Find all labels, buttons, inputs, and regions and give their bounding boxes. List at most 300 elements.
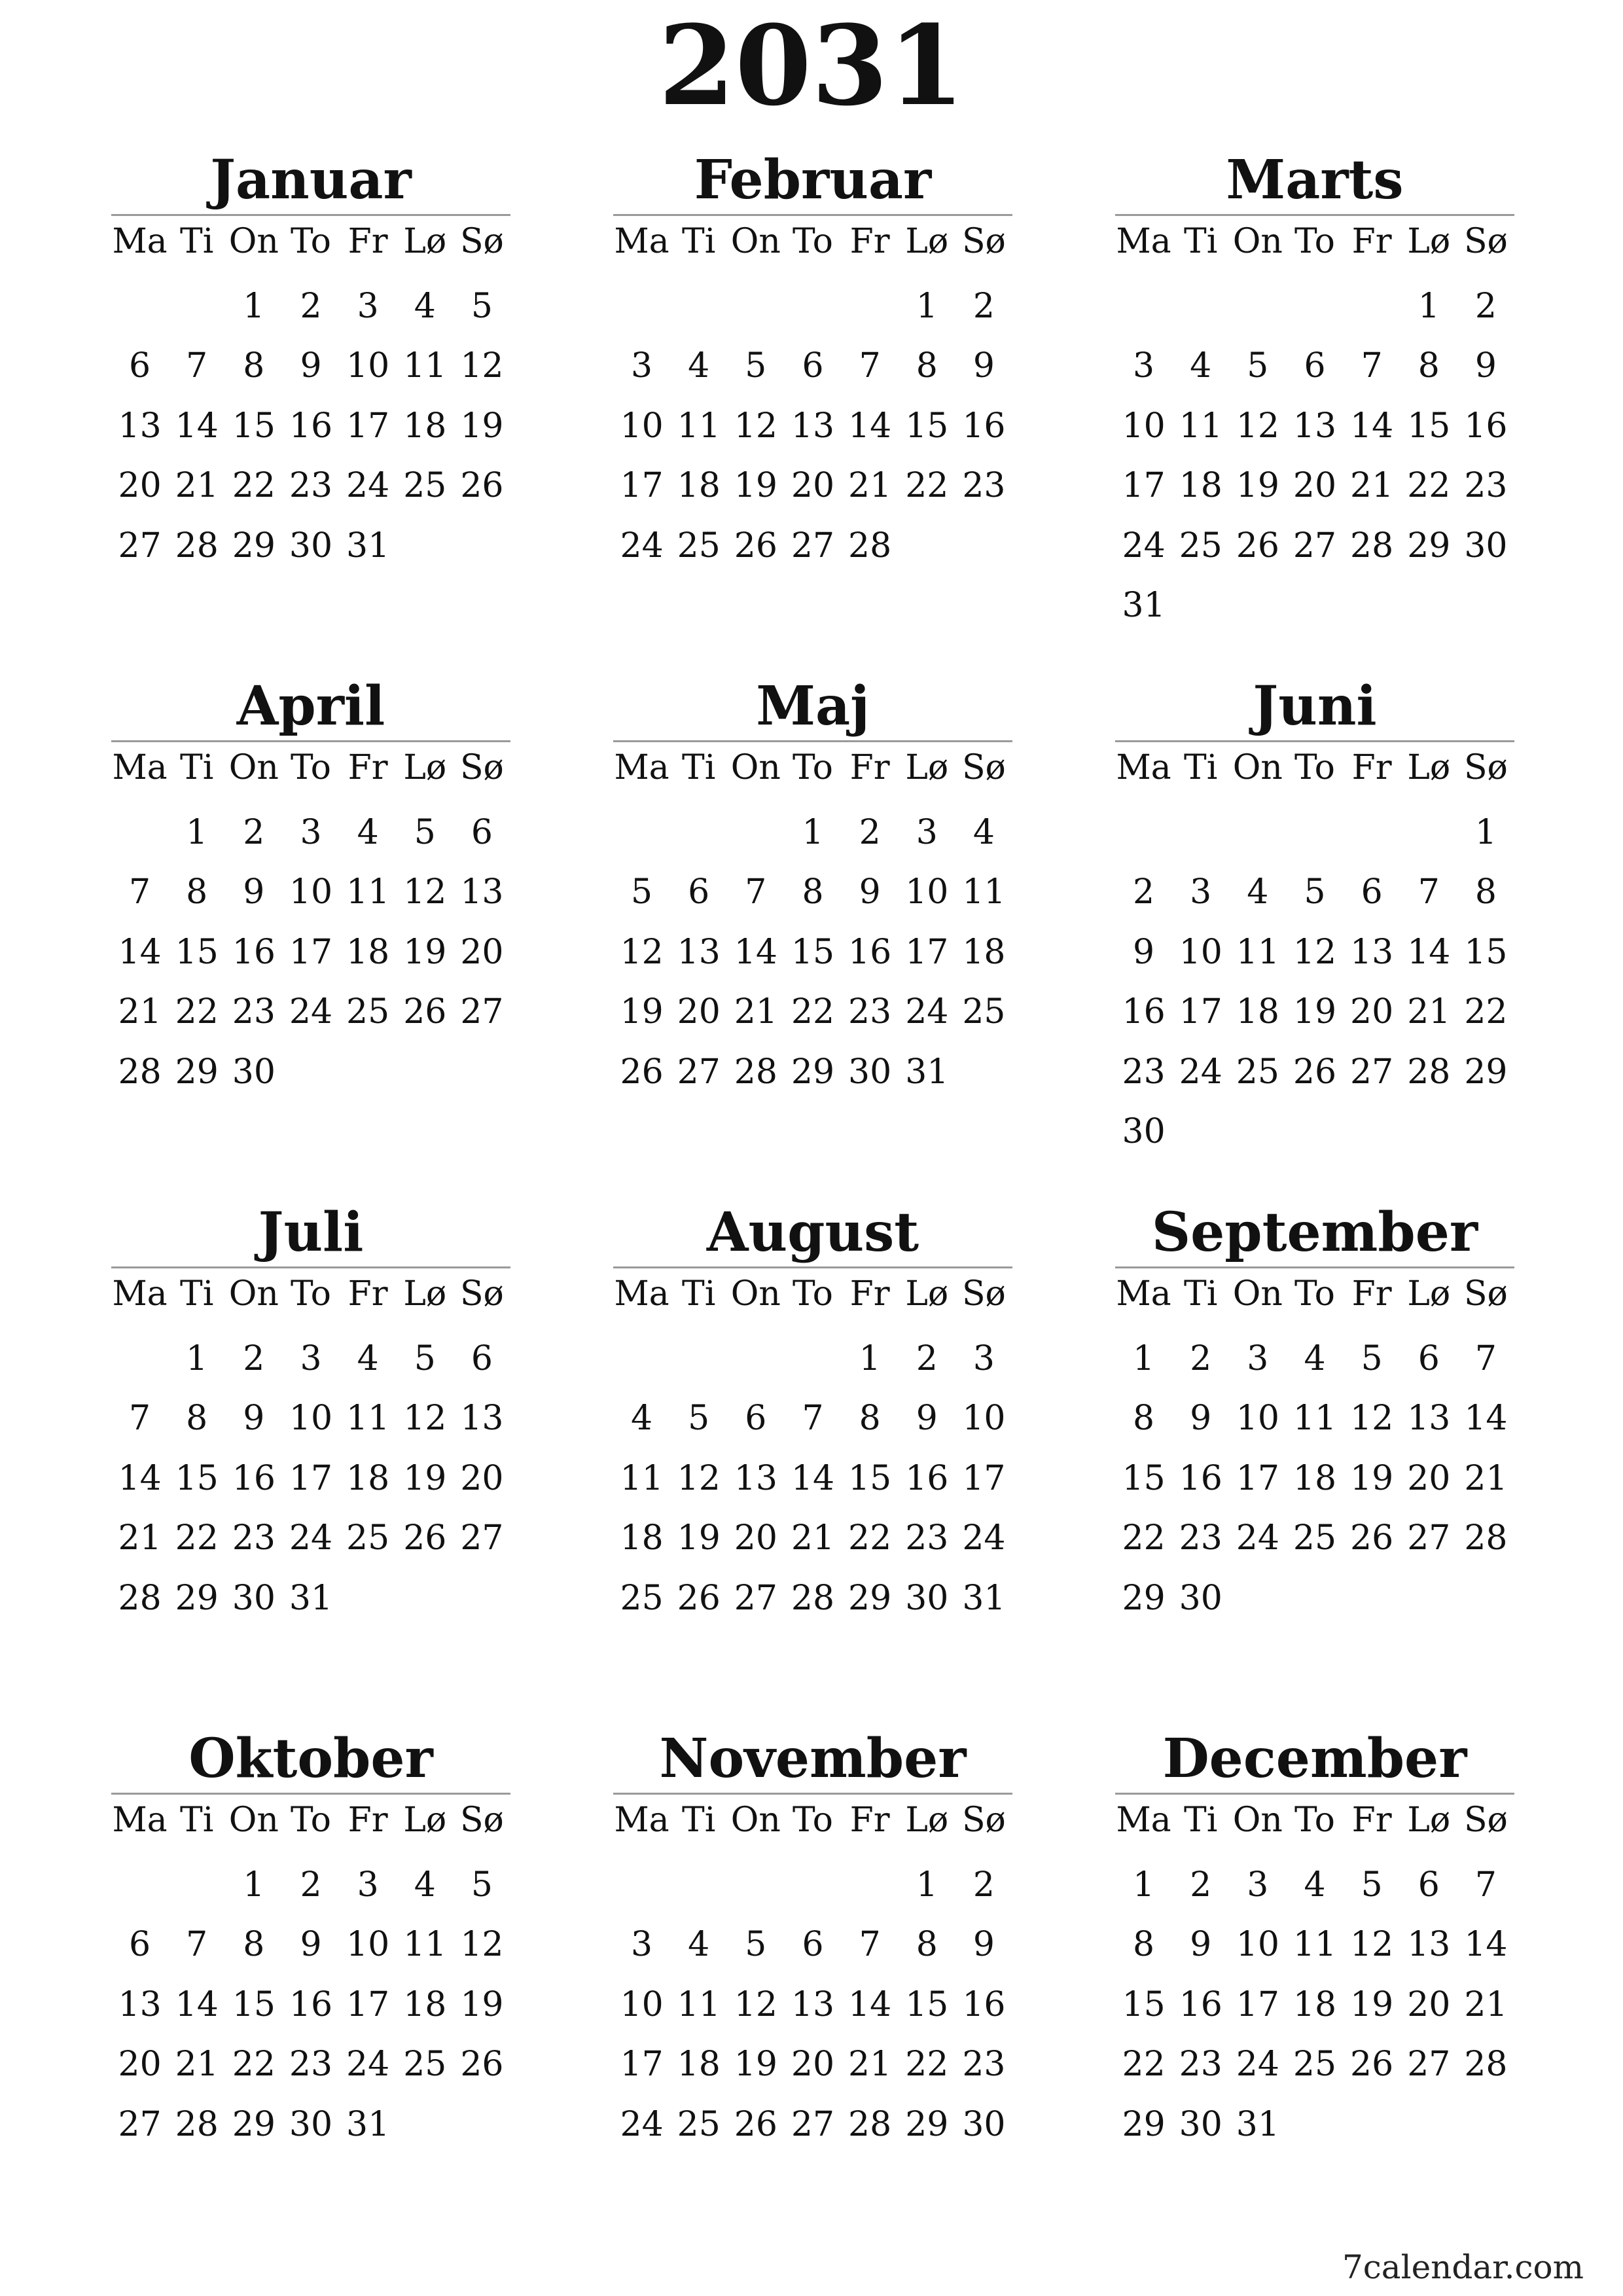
- day-cell: 24: [905, 992, 949, 1032]
- day-cell: 15: [175, 1458, 219, 1498]
- day-cell: 21: [734, 992, 777, 1032]
- weekday-label: On: [1232, 1801, 1283, 1840]
- day-cell: 8: [1133, 1925, 1155, 1965]
- day-cell: 22: [1122, 2045, 1166, 2085]
- week-row: [1115, 1329, 1514, 1389]
- day-cell: 28: [118, 1052, 162, 1092]
- weekday-label: On: [228, 1274, 279, 1314]
- weekday-label: Fr: [1351, 1274, 1392, 1314]
- day-cell: 19: [1236, 466, 1279, 506]
- day-cell: 19: [460, 406, 504, 446]
- month-name: April: [236, 675, 385, 738]
- day-cell: 2: [1190, 1865, 1212, 1905]
- day-cell: 26: [1236, 526, 1279, 565]
- day-cell: 14: [1464, 1925, 1508, 1965]
- day-cell: 17: [905, 932, 949, 972]
- day-cell: 1: [1133, 1865, 1155, 1905]
- day-cell: 3: [916, 812, 938, 852]
- day-cell: 16: [1464, 406, 1508, 446]
- day-cell: 23: [289, 466, 333, 506]
- weekday-label: Sø: [459, 748, 504, 787]
- day-cell: 20: [118, 466, 162, 506]
- day-cell: 20: [460, 932, 504, 972]
- day-cell: 11: [403, 1925, 447, 1965]
- day-cell: 28: [1407, 1052, 1451, 1092]
- day-cell: 30: [848, 1052, 892, 1092]
- week-row: [1115, 1509, 1514, 1569]
- weekday-label: On: [228, 748, 279, 787]
- day-cell: 27: [118, 526, 162, 565]
- day-cell: 12: [1350, 1925, 1394, 1965]
- day-cell: 24: [1236, 1518, 1279, 1558]
- weekday-label: Sø: [459, 1801, 504, 1840]
- weekday-label: Fr: [1351, 1801, 1392, 1840]
- week-row: [1115, 1102, 1514, 1162]
- day-cell: 23: [1122, 1052, 1166, 1092]
- day-cell: 12: [734, 406, 777, 446]
- day-cell: 16: [1179, 1458, 1222, 1498]
- day-cell: 29: [848, 1578, 892, 1618]
- week-row: [111, 1448, 510, 1509]
- day-cell: 27: [677, 1052, 721, 1092]
- day-cell: 30: [905, 1578, 949, 1618]
- day-cell: 16: [1179, 1984, 1222, 2024]
- day-cell: 15: [175, 932, 219, 972]
- weekday-label: Fr: [849, 1274, 890, 1314]
- weekday-header: [111, 1795, 510, 1846]
- weekday-label: Sø: [961, 222, 1006, 261]
- day-cell: 5: [1361, 1865, 1383, 1905]
- day-cell: 6: [1418, 1338, 1440, 1378]
- day-cell: 25: [677, 526, 721, 565]
- day-cell: 20: [1293, 466, 1337, 506]
- day-cell: 14: [791, 1458, 835, 1498]
- day-cell: 28: [1464, 2045, 1508, 2085]
- weekday-header: [111, 742, 510, 793]
- weekday-label: Sø: [459, 222, 504, 261]
- day-cell: 23: [848, 992, 892, 1032]
- day-cell: 18: [962, 932, 1006, 972]
- weekday-label: Ma: [614, 222, 669, 261]
- day-cell: 20: [1407, 1984, 1451, 2024]
- day-cell: 30: [232, 1052, 276, 1092]
- day-cell: 31: [962, 1578, 1006, 1618]
- week-row: [1115, 576, 1514, 636]
- day-cell: 2: [243, 812, 265, 852]
- day-cell: 10: [346, 346, 390, 386]
- day-cell: 26: [620, 1052, 664, 1092]
- day-cell: 15: [1122, 1984, 1166, 2024]
- day-cell: 12: [403, 1399, 447, 1439]
- day-cell: 19: [403, 932, 447, 972]
- weekday-label: Lø: [905, 222, 949, 261]
- day-cell: 31: [346, 2104, 390, 2144]
- week-row: [613, 1915, 1012, 1975]
- weekday-label: Ma: [112, 1801, 168, 1840]
- week-row: [111, 922, 510, 982]
- day-cell: 10: [289, 1399, 333, 1439]
- weekday-label: Ma: [1116, 222, 1171, 261]
- day-cell: 29: [175, 1052, 219, 1092]
- day-cell: 11: [677, 1984, 721, 2024]
- day-cell: 12: [734, 1984, 777, 2024]
- day-cell: 9: [1190, 1399, 1212, 1439]
- day-cell: 14: [118, 1458, 162, 1498]
- day-cell: 24: [289, 992, 333, 1032]
- weekday-label: Lø: [905, 1274, 949, 1314]
- week-row: [613, 922, 1012, 982]
- day-cell: 9: [300, 1925, 322, 1965]
- weekday-label: Ti: [1184, 1801, 1218, 1840]
- week-row: [613, 336, 1012, 397]
- day-cell: 14: [118, 932, 162, 972]
- day-cell: 28: [1464, 1518, 1508, 1558]
- week-row: [1115, 396, 1514, 456]
- week-row: [1115, 456, 1514, 516]
- day-cell: 27: [1407, 1518, 1451, 1558]
- week-row: [111, 1915, 510, 1975]
- week-row: [613, 802, 1012, 863]
- weekday-label: On: [730, 1274, 781, 1314]
- weekday-label: Ti: [1184, 1274, 1218, 1314]
- weekday-header: [1115, 1268, 1514, 1319]
- week-row: [1115, 276, 1514, 336]
- week-row: [111, 1975, 510, 2035]
- day-cell: 14: [175, 406, 219, 446]
- day-cell: 25: [620, 1578, 664, 1618]
- day-cell: 15: [232, 1984, 276, 2024]
- month-name: September: [1151, 1201, 1478, 1264]
- day-cell: 20: [791, 466, 835, 506]
- weekday-label: Sø: [1463, 1274, 1508, 1314]
- day-cell: 3: [300, 1338, 322, 1378]
- week-row: [613, 1509, 1012, 1569]
- day-cell: 26: [734, 2104, 777, 2144]
- week-row: [613, 1855, 1012, 1915]
- day-cell: 1: [186, 1338, 208, 1378]
- day-cell: 22: [175, 992, 219, 1032]
- day-cell: 5: [1361, 1338, 1383, 1378]
- day-cell: 30: [1464, 526, 1508, 565]
- weekday-label: On: [1232, 748, 1283, 787]
- site-credit: 7calendar.com: [1342, 2248, 1584, 2286]
- day-cell: 16: [232, 932, 276, 972]
- weekday-label: Fr: [348, 1274, 388, 1314]
- day-cell: 17: [346, 406, 390, 446]
- day-cell: 7: [186, 346, 208, 386]
- day-cell: 9: [1190, 1925, 1212, 1965]
- day-cell: 6: [1304, 346, 1326, 386]
- day-cell: 25: [403, 466, 447, 506]
- week-row: [1115, 1448, 1514, 1509]
- day-cell: 11: [346, 1399, 390, 1439]
- day-cell: 22: [791, 992, 835, 1032]
- day-cell: 8: [243, 346, 265, 386]
- week-row: [613, 1568, 1012, 1628]
- day-cell: 12: [403, 872, 447, 912]
- day-cell: 11: [1179, 406, 1222, 446]
- weekday-label: Lø: [403, 748, 447, 787]
- week-row: [1115, 1042, 1514, 1102]
- day-cell: 2: [300, 286, 322, 326]
- day-cell: 26: [403, 992, 447, 1032]
- day-cell: 23: [1179, 1518, 1222, 1558]
- day-cell: 6: [802, 346, 824, 386]
- day-cell: 13: [1407, 1925, 1451, 1965]
- day-cell: 31: [1236, 2104, 1279, 2144]
- day-cell: 27: [460, 992, 504, 1032]
- day-cell: 28: [848, 526, 892, 565]
- weekday-header: [1115, 742, 1514, 793]
- week-row: [111, 2094, 510, 2155]
- day-cell: 18: [1179, 466, 1222, 506]
- day-cell: 24: [962, 1518, 1006, 1558]
- day-cell: 21: [1464, 1458, 1508, 1498]
- month-name: Juli: [258, 1201, 364, 1264]
- weekday-label: To: [1294, 222, 1335, 261]
- month-name: Oktober: [188, 1727, 433, 1790]
- month-name: Maj: [756, 675, 870, 738]
- week-row: [111, 1509, 510, 1569]
- day-cell: 17: [620, 2045, 664, 2085]
- week-row: [111, 863, 510, 923]
- day-cell: 28: [848, 2104, 892, 2144]
- day-cell: 19: [1293, 992, 1337, 1032]
- day-cell: 7: [1474, 1865, 1497, 1905]
- day-cell: 4: [357, 1338, 379, 1378]
- day-cell: 21: [1407, 992, 1451, 1032]
- weekday-label: To: [291, 1274, 331, 1314]
- day-cell: 29: [232, 526, 276, 565]
- week-row: [1115, 516, 1514, 576]
- day-cell: 5: [1247, 346, 1269, 386]
- day-cell: 18: [677, 2045, 721, 2085]
- day-cell: 19: [460, 1984, 504, 2024]
- day-cell: 16: [962, 1984, 1006, 2024]
- weekday-label: Fr: [849, 748, 890, 787]
- year-title: 2031: [658, 1, 965, 130]
- day-cell: 6: [471, 812, 493, 852]
- day-cell: 1: [186, 812, 208, 852]
- day-cell: 19: [1350, 1458, 1394, 1498]
- day-cell: 24: [346, 466, 390, 506]
- day-cell: 22: [905, 2045, 949, 2085]
- weekday-label: To: [1294, 1274, 1335, 1314]
- weekday-header: [111, 216, 510, 267]
- day-cell: 7: [129, 1399, 151, 1439]
- weekday-label: Fr: [348, 222, 388, 261]
- day-cell: 4: [631, 1399, 653, 1439]
- day-cell: 27: [1350, 1052, 1394, 1092]
- day-cell: 23: [1179, 2045, 1222, 2085]
- day-cell: 3: [357, 1865, 379, 1905]
- week-row: [613, 2035, 1012, 2095]
- day-cell: 17: [1236, 1984, 1279, 2024]
- day-cell: 21: [791, 1518, 835, 1558]
- weekday-label: To: [1294, 748, 1335, 787]
- day-cell: 12: [620, 932, 664, 972]
- week-row: [1115, 1568, 1514, 1628]
- day-cell: 5: [745, 1925, 767, 1965]
- weekday-label: To: [291, 748, 331, 787]
- day-cell: 24: [620, 526, 664, 565]
- day-cell: 13: [118, 1984, 162, 2024]
- day-cell: 16: [905, 1458, 949, 1498]
- day-cell: 12: [1236, 406, 1279, 446]
- day-cell: 27: [791, 526, 835, 565]
- day-cell: 13: [1350, 932, 1394, 972]
- day-cell: 13: [460, 872, 504, 912]
- day-cell: 26: [734, 526, 777, 565]
- day-cell: 23: [289, 2045, 333, 2085]
- day-cell: 29: [1464, 1052, 1508, 1092]
- day-cell: 15: [905, 1984, 949, 2024]
- month-name: November: [659, 1727, 967, 1790]
- weekday-label: Ma: [1116, 1274, 1171, 1314]
- week-row: [613, 2094, 1012, 2155]
- day-cell: 24: [346, 2045, 390, 2085]
- day-cell: 28: [175, 526, 219, 565]
- day-cell: 18: [346, 932, 390, 972]
- weekday-label: Lø: [403, 1801, 447, 1840]
- day-cell: 31: [1122, 586, 1166, 626]
- day-cell: 9: [859, 872, 881, 912]
- day-cell: 30: [1179, 2104, 1222, 2144]
- day-cell: 23: [232, 992, 276, 1032]
- day-cell: 12: [677, 1458, 721, 1498]
- day-cell: 8: [186, 1399, 208, 1439]
- day-cell: 16: [289, 406, 333, 446]
- day-cell: 13: [118, 406, 162, 446]
- day-cell: 11: [620, 1458, 664, 1498]
- day-cell: 2: [1190, 1338, 1212, 1378]
- day-cell: 4: [1304, 1865, 1326, 1905]
- month-name: Juni: [1253, 675, 1377, 738]
- weekday-label: Lø: [1407, 748, 1451, 787]
- day-cell: 1: [1474, 812, 1497, 852]
- day-cell: 18: [620, 1518, 664, 1558]
- day-cell: 2: [1474, 286, 1497, 326]
- day-cell: 12: [460, 346, 504, 386]
- day-cell: 21: [1464, 1984, 1508, 2024]
- day-cell: 22: [175, 1518, 219, 1558]
- day-cell: 8: [1474, 872, 1497, 912]
- day-cell: 5: [745, 346, 767, 386]
- weekday-label: Fr: [348, 1801, 388, 1840]
- day-cell: 10: [620, 1984, 664, 2024]
- month-name: Februar: [694, 149, 932, 211]
- week-row: [1115, 1975, 1514, 2035]
- day-cell: 28: [118, 1578, 162, 1618]
- day-cell: 10: [620, 406, 664, 446]
- day-cell: 4: [414, 286, 436, 326]
- day-cell: 30: [1122, 1112, 1166, 1152]
- day-cell: 27: [791, 2104, 835, 2144]
- weekday-label: To: [793, 1274, 833, 1314]
- day-cell: 5: [471, 286, 493, 326]
- month-april: [111, 657, 510, 1102]
- week-row: [1115, 802, 1514, 863]
- week-row: [1115, 982, 1514, 1043]
- month-august: [613, 1183, 1012, 1628]
- day-cell: 17: [289, 1458, 333, 1498]
- day-cell: 1: [859, 1338, 881, 1378]
- weekday-label: Ti: [1184, 222, 1218, 261]
- week-row: [111, 516, 510, 576]
- day-cell: 2: [1133, 872, 1155, 912]
- day-cell: 6: [129, 346, 151, 386]
- day-cell: 23: [962, 466, 1006, 506]
- week-row: [1115, 922, 1514, 982]
- weekday-label: Ma: [614, 1801, 669, 1840]
- day-cell: 9: [1474, 346, 1497, 386]
- month-november: [613, 1710, 1012, 2155]
- day-cell: 17: [1122, 466, 1166, 506]
- day-cell: 15: [791, 932, 835, 972]
- day-cell: 13: [677, 932, 721, 972]
- day-cell: 11: [677, 406, 721, 446]
- weekday-label: Ti: [180, 1274, 214, 1314]
- weekday-label: Ma: [614, 1274, 669, 1314]
- day-cell: 28: [791, 1578, 835, 1618]
- day-cell: 7: [129, 872, 151, 912]
- day-cell: 2: [972, 286, 995, 326]
- weekday-label: On: [730, 1801, 781, 1840]
- day-cell: 25: [1293, 2045, 1337, 2085]
- day-cell: 30: [232, 1578, 276, 1618]
- weekday-label: Ti: [682, 1801, 716, 1840]
- weekday-label: On: [730, 748, 781, 787]
- day-cell: 26: [460, 466, 504, 506]
- day-cell: 22: [232, 2045, 276, 2085]
- day-cell: 2: [300, 1865, 322, 1905]
- week-row: [1115, 1855, 1514, 1915]
- day-cell: 13: [1293, 406, 1337, 446]
- day-cell: 30: [962, 2104, 1006, 2144]
- weekday-header: [613, 216, 1012, 267]
- weekday-label: Sø: [1463, 748, 1508, 787]
- weekday-label: Fr: [849, 222, 890, 261]
- day-cell: 16: [232, 1458, 276, 1498]
- day-cell: 20: [791, 2045, 835, 2085]
- day-cell: 1: [1133, 1338, 1155, 1378]
- weekday-label: Sø: [961, 748, 1006, 787]
- day-cell: 10: [1179, 932, 1222, 972]
- day-cell: 17: [1236, 1458, 1279, 1498]
- day-cell: 16: [962, 406, 1006, 446]
- day-cell: 3: [1247, 1338, 1269, 1378]
- day-cell: 24: [1236, 2045, 1279, 2085]
- weekday-label: Ti: [682, 222, 716, 261]
- day-cell: 25: [346, 992, 390, 1032]
- week-row: [1115, 2035, 1514, 2095]
- week-row: [613, 1448, 1012, 1509]
- day-cell: 3: [1190, 872, 1212, 912]
- week-row: [613, 1389, 1012, 1449]
- day-cell: 9: [916, 1399, 938, 1439]
- day-cell: 13: [791, 1984, 835, 2024]
- weekday-header: [1115, 1795, 1514, 1846]
- month-juni: [1115, 657, 1514, 1162]
- week-row: [111, 802, 510, 863]
- day-cell: 26: [1350, 2045, 1394, 2085]
- day-cell: 6: [688, 872, 710, 912]
- day-cell: 3: [972, 1338, 995, 1378]
- day-cell: 22: [1122, 1518, 1166, 1558]
- day-cell: 6: [471, 1338, 493, 1378]
- weekday-label: Lø: [905, 748, 949, 787]
- day-cell: 2: [243, 1338, 265, 1378]
